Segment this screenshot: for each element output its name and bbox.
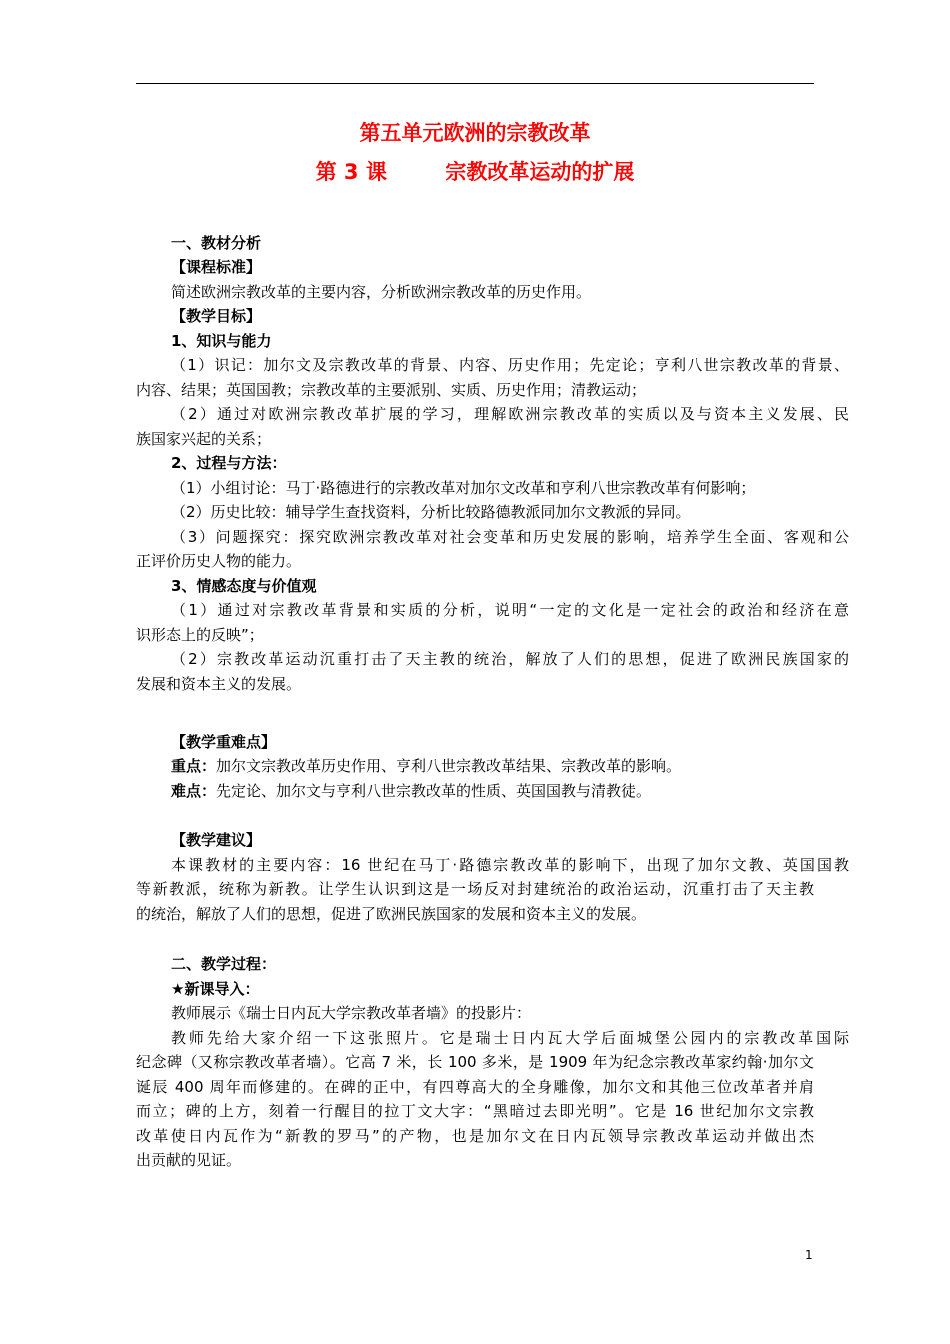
paragraph-line: 改革使日内瓦作为“新教的罗马”的产物，也是加尔文在日内瓦领导宗教改革运动并做出杰: [136, 1127, 814, 1145]
paragraph-line: 教师展示《瑞士日内瓦大学宗教改革者墙》的投影片：: [171, 1004, 532, 1022]
section-heading: 一、教材分析: [171, 234, 262, 252]
paragraph-line: 等新教派，统称为新教。让学生认识到这是一场反对封建统治的政治运动，沉重打击了天主教: [136, 880, 814, 898]
paragraph-line: 出贡献的见证。: [136, 1151, 242, 1169]
paragraph-line: （1）通过对宗教改革背景和实质的分析，说明“一定的文化是一定社会的政治和经济在意: [171, 601, 849, 619]
paragraph-line: 识形态上的反映”；: [136, 626, 264, 644]
paragraph-line: 内容、结果；英国国教；宗教改革的主要派别、实质、历史作用；清教运动；: [136, 381, 647, 399]
paragraph-line: （2）宗教改革运动沉重打击了天主教的统治，解放了人们的思想，促进了欧洲民族国家的: [171, 650, 849, 668]
subheading: 3、情感态度与价值观: [171, 577, 317, 595]
paragraph-line: （2）通过对欧洲宗教改革扩展的学习，理解欧洲宗教改革的实质以及与资本主义发展、民: [171, 405, 849, 423]
paragraph-line: （1）识记：加尔文及宗教改革的背景、内容、历史作用；先定论；亨利八世宗教改革的背景、: [171, 356, 849, 374]
subheading: 1、知识与能力: [171, 332, 272, 350]
paragraph-line: （1）小组讨论：马丁·路德进行的宗教改革对加尔文改革和亨利八世宗教改革有何影响；: [171, 479, 756, 497]
unit-title: 第五单元欧洲的宗教改革: [359, 121, 591, 145]
subheading: 【教学建议】: [171, 831, 262, 849]
subheading: ★新课导入：: [171, 980, 260, 998]
paragraph-line: 正评价历史人物的能力。: [136, 552, 302, 570]
paragraph-line: 本课教材的主要内容：16 世纪在马丁·路德宗教改革的影响下，出现了加尔文教、英国国教: [171, 856, 849, 874]
page-number: 1: [805, 1248, 813, 1262]
subheading: 【课程标准】: [171, 258, 262, 276]
key-point-label: 重点：: [171, 757, 217, 775]
subheading: 2、过程与方法：: [171, 454, 287, 472]
paragraph-line: 纪念碑（又称宗教改革者墙）。它高 7 米，长 100 多米，是 1909 年为纪念宗教改革家约翰·加尔文: [136, 1053, 814, 1071]
header-rule: [136, 83, 814, 84]
subheading: 【教学目标】: [171, 307, 262, 325]
section-heading: 二、教学过程：: [171, 955, 277, 973]
subheading: 【教学重难点】: [171, 733, 277, 751]
difficulty-line: [136, 779, 849, 803]
difficulty-text: 先定论、加尔文与亨利八世宗教改革的性质、英国国教与清教徒。: [216, 782, 652, 800]
paragraph-line: （2）历史比较：辅导学生查找资料，分析比较路德教派同加尔文教派的异同。: [171, 503, 691, 521]
difficulty-label: 难点：: [171, 782, 217, 800]
paragraph-line: 教师先给大家介绍一下这张照片。它是瑞士日内瓦大学后面城堡公园内的宗教改革国际: [171, 1029, 849, 1047]
paragraph-line: 族国家兴起的关系；: [136, 430, 272, 448]
key-point-line: [136, 754, 849, 778]
paragraph-line: 简述欧洲宗教改革的主要内容，分析欧洲宗教改革的历史作用。: [171, 283, 592, 301]
lesson-title: 第 3 课 宗教改革运动的扩展: [315, 160, 635, 184]
paragraph-line: （3）问题探究：探究欧洲宗教改革对社会变革和历史发展的影响，培养学生全面、客观和公: [171, 528, 849, 546]
paragraph-line: 的统治，解放了人们的思想，促进了欧洲民族国家的发展和资本主义的发展。: [136, 905, 647, 923]
paragraph-line: 诞辰 400 周年而修建的。在碑的正中，有四尊高大的全身雕像，加尔文和其他三位改革者并肩: [136, 1078, 814, 1096]
paragraph-line: 发展和资本主义的发展。: [136, 675, 302, 693]
key-point-text: 加尔文宗教改革历史作用、亨利八世宗教改革结果、宗教改革的影响。: [216, 757, 682, 775]
paragraph-line: 而立；碑的上方，刻着一行醒目的拉丁文大字：“黑暗过去即光明”。它是 16 世纪加尔文宗教: [136, 1102, 814, 1120]
